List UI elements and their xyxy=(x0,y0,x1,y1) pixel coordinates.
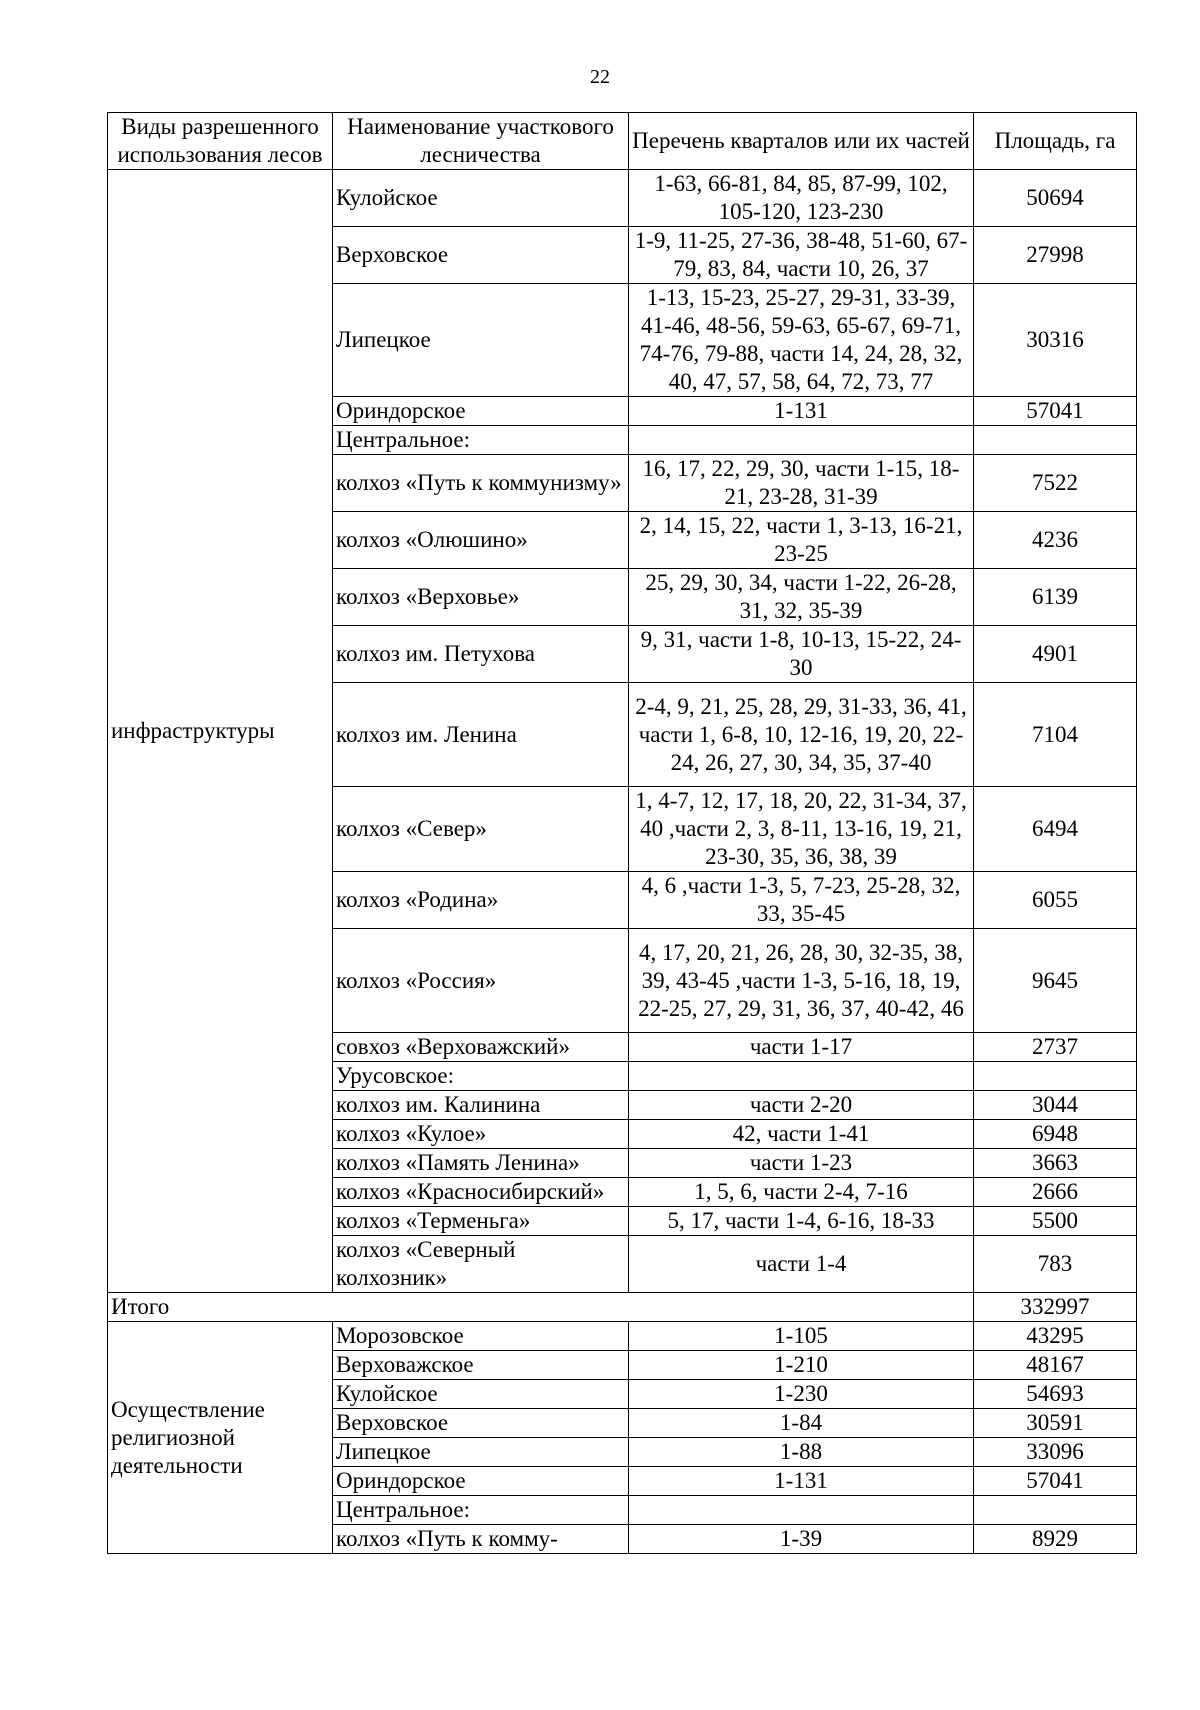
area-cell: 30316 xyxy=(974,284,1137,397)
quarters-cell: 9, 31, части 1-8, 10-13, 15-22, 24-30 xyxy=(629,626,974,683)
header-forestry-name: Наименование участкового лесничества xyxy=(333,113,629,170)
forestry-name-cell: Урусовское: xyxy=(333,1062,629,1091)
quarters-cell: 2-4, 9, 21, 25, 28, 29, 31-33, 36, 41, части 1, 6-8, 10, 12-16, 19, 20, 22-24, 26, 27, 30, 34, 35, 37-40 xyxy=(629,683,974,787)
area-cell: 3663 xyxy=(974,1149,1137,1178)
quarters-cell: 1-131 xyxy=(629,397,974,426)
quarters-cell xyxy=(629,1062,974,1091)
header-area: Площадь, га xyxy=(974,113,1137,170)
area-cell: 30591 xyxy=(974,1409,1137,1438)
area-cell: 54693 xyxy=(974,1380,1137,1409)
quarters-cell: 5, 17, части 1-4, 6-16, 18-33 xyxy=(629,1207,974,1236)
header-use-type: Виды разрешенного использования лесов xyxy=(108,113,333,170)
area-cell: 2737 xyxy=(974,1033,1137,1062)
quarters-cell: части 1-23 xyxy=(629,1149,974,1178)
quarters-cell: 1-9, 11-25, 27-36, 38-48, 51-60, 67-79, 83, 84, части 10, 26, 37 xyxy=(629,227,974,284)
total-label: Итого xyxy=(108,1293,974,1322)
area-cell: 43295 xyxy=(974,1322,1137,1351)
area-cell: 50694 xyxy=(974,170,1137,227)
forestry-name-cell: колхоз «Россия» xyxy=(333,929,629,1033)
area-cell xyxy=(974,426,1137,455)
area-cell xyxy=(974,1496,1137,1525)
forestry-name-cell: колхоз им. Ленина xyxy=(333,683,629,787)
forestry-name-cell: Морозовское xyxy=(333,1322,629,1351)
quarters-cell: 1-105 xyxy=(629,1322,974,1351)
quarters-cell: 1-13, 15-23, 25-27, 29-31, 33-39, 41-46, 48-56, 59-63, 65-67, 69-71, 74-76, 79-88, части 14, 24, 28, 32, 40, 47, 57, 58, 64, 72, 73, 77 xyxy=(629,284,974,397)
area-cell xyxy=(974,1062,1137,1091)
forestry-name-cell: колхоз «Путь к коммунизму» xyxy=(333,455,629,512)
area-cell: 6494 xyxy=(974,787,1137,872)
forestry-name-cell: колхоз «Верховье» xyxy=(333,569,629,626)
quarters-cell: части 1-4 xyxy=(629,1236,974,1293)
use-type-cell: Осуществление религиозной деятельности xyxy=(108,1322,333,1554)
area-cell: 8929 xyxy=(974,1525,1137,1554)
area-cell: 783 xyxy=(974,1236,1137,1293)
forestry-name-cell: Липецкое xyxy=(333,284,629,397)
quarters-cell: 1-230 xyxy=(629,1380,974,1409)
quarters-cell: части 2-20 xyxy=(629,1091,974,1120)
forestry-name-cell: совхоз «Верховажский» xyxy=(333,1033,629,1062)
forestry-name-cell: колхоз «Терменьга» xyxy=(333,1207,629,1236)
quarters-cell: 25, 29, 30, 34, части 1-22, 26-28, 31, 32, 35-39 xyxy=(629,569,974,626)
forestry-name-cell: Верховажское xyxy=(333,1351,629,1380)
quarters-cell: части 1-17 xyxy=(629,1033,974,1062)
quarters-cell: 1, 4-7, 12, 17, 18, 20, 22, 31-34, 37, 40 ,части 2, 3, 8-11, 13-16, 19, 21, 23-30, 35, 36, 38, 39 xyxy=(629,787,974,872)
forestry-name-cell: Кулойское xyxy=(333,1380,629,1409)
table-row xyxy=(108,170,1137,227)
table-body xyxy=(108,170,1137,1554)
use-type-cell: инфраструктуры xyxy=(108,170,333,1293)
forestry-name-cell: Кулойское xyxy=(333,170,629,227)
area-cell: 2666 xyxy=(974,1178,1137,1207)
forestry-name-cell: колхоз им. Петухова xyxy=(333,626,629,683)
quarters-cell: 1-131 xyxy=(629,1467,974,1496)
forestry-name-cell: колхоз «Красносибирский» xyxy=(333,1178,629,1207)
quarters-cell: 42, части 1-41 xyxy=(629,1120,974,1149)
quarters-cell: 4, 17, 20, 21, 26, 28, 30, 32-35, 38, 39, 43-45 ,части 1-3, 5-16, 18, 19, 22-25, 27, 29, 31, 36, 37, 40-42, 46 xyxy=(629,929,974,1033)
forestry-name-cell: Центральное: xyxy=(333,426,629,455)
quarters-cell: 1-210 xyxy=(629,1351,974,1380)
forestry-name-cell: Ориндорское xyxy=(333,397,629,426)
area-cell: 27998 xyxy=(974,227,1137,284)
area-cell: 6055 xyxy=(974,872,1137,929)
area-cell: 5500 xyxy=(974,1207,1137,1236)
quarters-cell: 1-39 xyxy=(629,1525,974,1554)
quarters-cell: 2, 14, 15, 22, части 1, 3-13, 16-21, 23-25 xyxy=(629,512,974,569)
forestry-name-cell: колхоз «Путь к комму- xyxy=(333,1525,629,1554)
quarters-cell: 1-84 xyxy=(629,1409,974,1438)
total-area: 332997 xyxy=(974,1293,1137,1322)
area-cell: 48167 xyxy=(974,1351,1137,1380)
area-cell: 57041 xyxy=(974,1467,1137,1496)
quarters-cell: 16, 17, 22, 29, 30, части 1-15, 18-21, 23-28, 31-39 xyxy=(629,455,974,512)
forestry-name-cell: колхоз «Кулое» xyxy=(333,1120,629,1149)
table-row xyxy=(108,1322,1137,1351)
area-cell: 57041 xyxy=(974,397,1137,426)
area-cell: 4236 xyxy=(974,512,1137,569)
table-header-row xyxy=(108,113,1137,170)
quarters-cell: 1-88 xyxy=(629,1438,974,1467)
forestry-name-cell: колхоз «Север» xyxy=(333,787,629,872)
quarters-cell: 4, 6 ,части 1-3, 5, 7-23, 25-28, 32, 33, 35-45 xyxy=(629,872,974,929)
total-row xyxy=(108,1293,1137,1322)
quarters-cell xyxy=(629,1496,974,1525)
forestry-name-cell: колхоз «Северный колхозник» xyxy=(333,1236,629,1293)
page-number: 22 xyxy=(590,66,610,88)
area-cell: 33096 xyxy=(974,1438,1137,1467)
forestry-name-cell: Центральное: xyxy=(333,1496,629,1525)
area-cell: 6948 xyxy=(974,1120,1137,1149)
forestry-name-cell: Ориндорское xyxy=(333,1467,629,1496)
forestry-name-cell: Верховское xyxy=(333,227,629,284)
quarters-cell: 1-63, 66-81, 84, 85, 87-99, 102, 105-120, 123-230 xyxy=(629,170,974,227)
area-cell: 7104 xyxy=(974,683,1137,787)
area-cell: 3044 xyxy=(974,1091,1137,1120)
quarters-cell: 1, 5, 6, части 2-4, 7-16 xyxy=(629,1178,974,1207)
header-quarters: Перечень кварталов или их частей xyxy=(629,113,974,170)
forestry-name-cell: Липецкое xyxy=(333,1438,629,1467)
forestry-name-cell: колхоз «Память Ленина» xyxy=(333,1149,629,1178)
area-cell: 6139 xyxy=(974,569,1137,626)
forestry-name-cell: Верховское xyxy=(333,1409,629,1438)
forestry-name-cell: колхоз «Родина» xyxy=(333,872,629,929)
forest-use-table xyxy=(107,112,1137,1554)
forestry-name-cell: колхоз «Олюшино» xyxy=(333,512,629,569)
forestry-name-cell: колхоз им. Калинина xyxy=(333,1091,629,1120)
quarters-cell xyxy=(629,426,974,455)
area-cell: 9645 xyxy=(974,929,1137,1033)
area-cell: 4901 xyxy=(974,626,1137,683)
area-cell: 7522 xyxy=(974,455,1137,512)
